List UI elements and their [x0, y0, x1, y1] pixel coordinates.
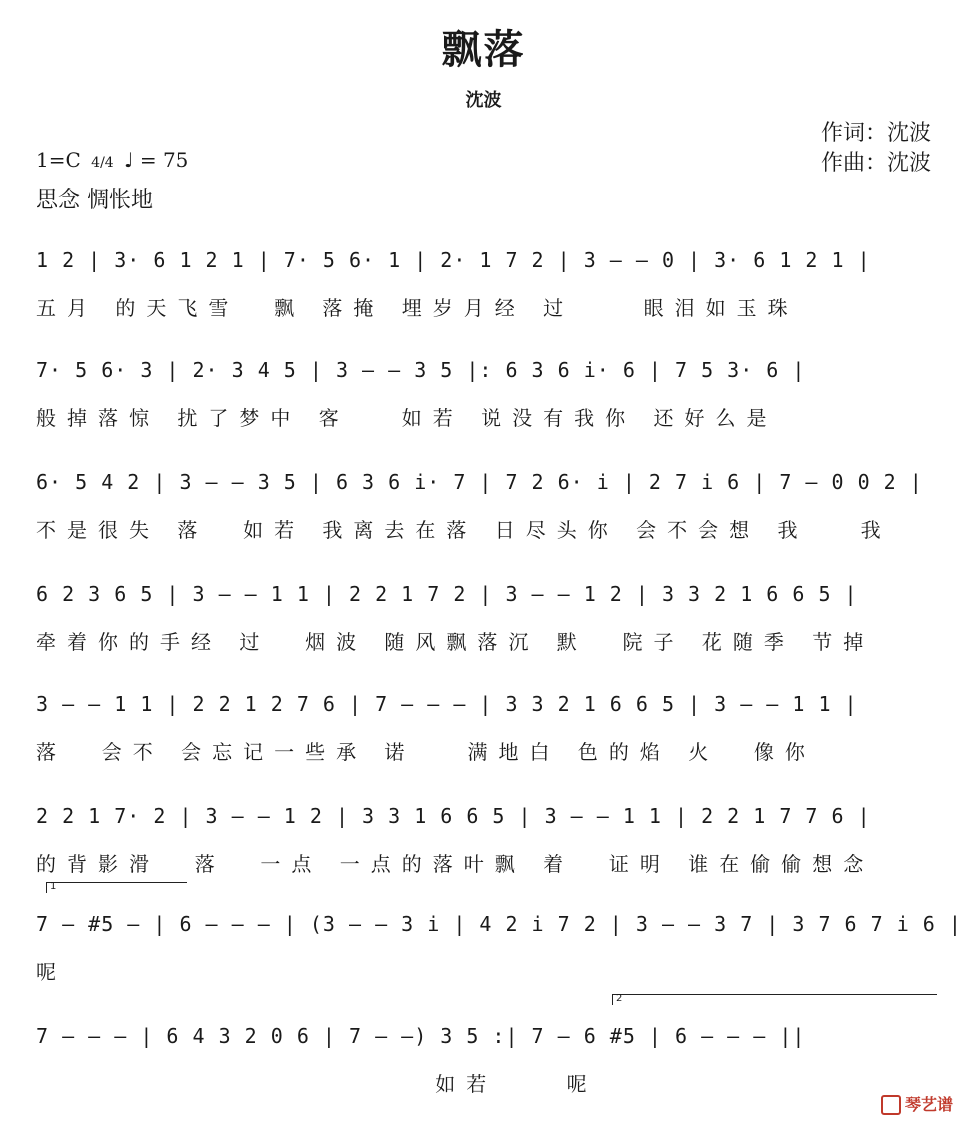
score-row-7 — [36, 912, 962, 1002]
lyricist-credit: 作词：沈波 — [820, 121, 931, 146]
score-row-4 — [36, 582, 936, 672]
lyrics-line: 落 会不 会忘记一些承 诺 满地白 色的焰 火 像你 — [36, 740, 816, 764]
time-signature: 4/4 — [91, 155, 114, 171]
key-signature: 1=C — [36, 148, 81, 172]
key-tempo-line — [36, 148, 188, 172]
score-row-3 — [36, 470, 936, 560]
notation-line: 3 — — 1 1 | 2 2 1 2 7 6 | 7 — — — | 3 3 2 1 6 6 5 | 3 — — 1 1 | — [36, 692, 858, 716]
lyrics-line: 牵着你的手经 过 烟波 随风飘落沉 默 院子 花随季 节掉 — [36, 630, 875, 654]
notation-line: 2 2 1 7· 2 | 3 — — 1 2 | 3 3 1 6 6 5 | 3 — — 1 1 | 2 2 1 7 7 6 | — [36, 804, 871, 828]
score-row-1 — [36, 248, 936, 338]
score-row-2 — [36, 358, 936, 448]
lyrics-line: 的背影滑 落 一点 一点的落叶飘 着 证明 谁在偷偷想念 — [36, 852, 875, 876]
first-ending-bracket: 1 — [46, 882, 187, 893]
lyrics-line: 不是很失 落 如若 我离去在落 日尽头你 会不会想 我 我 — [36, 518, 892, 542]
lyrics-line: 如若 呢 — [36, 1072, 598, 1096]
notation-line: 6· 5 4 2 | 3 — — 3 5 | 6 3 6 i· 7 | 7 2 6· i | 2 7 i 6 | 7 — 0 0 2 | — [36, 470, 923, 494]
second-ending-bracket: 2 — [612, 994, 937, 1005]
tempo-mark: ♩ = 75 — [124, 148, 189, 172]
notation-line: 7 — — — | 6 4 3 2 0 6 | 7 — —) 3 5 :| 7 — 6 #5 | 6 — — — || — [36, 1024, 806, 1048]
composer-credit: 作曲：沈波 — [820, 151, 931, 176]
score-row-5 — [36, 692, 936, 782]
logo-icon — [881, 1095, 901, 1115]
notation-line: 1 2 | 3· 6 1 2 1 | 7· 5 6· 1 | 2· 1 7 2 | 3 — — 0 | 3· 6 1 2 1 | — [36, 248, 871, 272]
song-title: 飘落 — [441, 26, 526, 73]
score-row-8 — [36, 1024, 936, 1114]
notation-line: 7· 5 6· 3 | 2· 3 4 5 | 3 — — 3 5 |: 6 3 6 i· 6 | 7 5 3· 6 | — [36, 358, 806, 382]
notation-line: 7 — #5 — | 6 — — — | (3 — — 3 i | 4 2 i 7 2 | 3 — — 3 7 | 3 7 6 7 i 6 | — [36, 912, 962, 936]
score-row-6 — [36, 804, 936, 894]
lyrics-line: 般掉落惊 扰了梦中 客 如若 说没有我你 还好么是 — [36, 406, 778, 430]
expression-mark: 思念 惆怅地 — [36, 188, 153, 213]
watermark-logo: 琴艺谱 — [881, 1092, 953, 1116]
notation-line: 6 2 3 6 5 | 3 — — 1 1 | 2 2 1 7 2 | 3 — — 1 2 | 3 3 2 1 6 6 5 | — [36, 582, 858, 606]
song-subtitle: 沈波 — [465, 90, 502, 111]
lyrics-line: 呢 — [36, 960, 67, 984]
lyrics-line: 五月 的天飞雪 飘 落掩 埋岁月经 过 眼泪如玉珠 — [36, 296, 799, 320]
